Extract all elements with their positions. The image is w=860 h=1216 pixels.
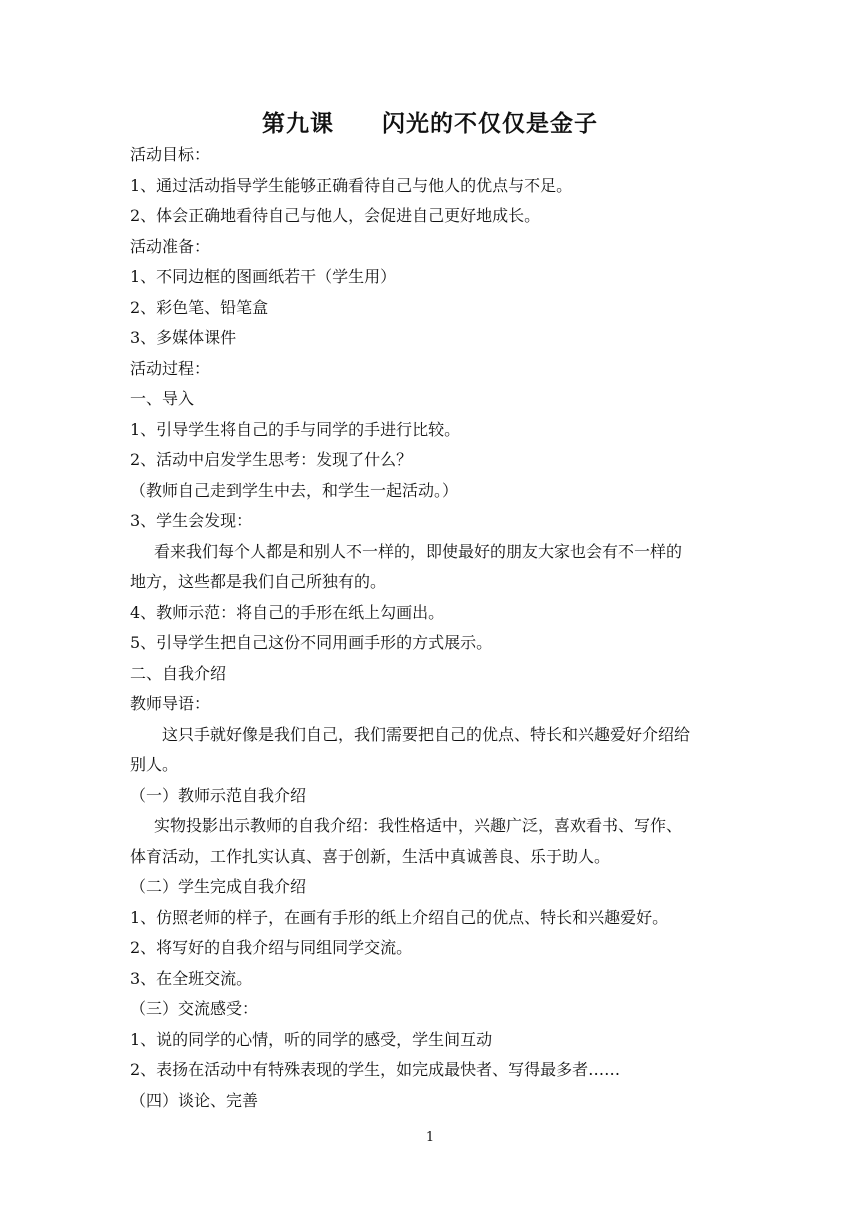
- share-step-1: 1、说的同学的心情，听的同学的感受，学生间互动: [130, 1029, 493, 1049]
- document-body: [130, 140, 735, 1116]
- heading-activity-process: 活动过程：: [130, 358, 211, 378]
- prep-item-2: 2、彩色笔、铅笔盒: [130, 297, 269, 317]
- teacher-guide-heading: 教师导语：: [130, 694, 211, 713]
- subsection-share-feelings: （三）交流感受：: [130, 999, 259, 1018]
- teacher-demo-line-2: 体育活动，工作扎实认真、喜于创新，生活中真诚善良、乐于助人。: [130, 846, 611, 866]
- intro-step-3: 3、学生会发现：: [130, 511, 253, 530]
- share-step-2: 2、表扬在活动中有特殊表现的学生，如完成最快者、写得最多者……: [130, 1060, 621, 1079]
- section-introduction: 一、导入: [130, 389, 195, 408]
- heading-activity-goals: 活动目标：: [130, 145, 211, 164]
- subsection-teacher-demo: （一）教师示范自我介绍: [130, 785, 307, 805]
- goal-item-2: 2、体会正确地看待自己与他人，会促进自己更好地成长。: [130, 206, 541, 225]
- intro-step-5: 5、引导学生把自己这份不同用画手形的方式展示。: [130, 633, 493, 652]
- intro-step-4: 4、教师示范：将自己的手形在纸上勾画出。: [130, 602, 445, 622]
- intro-paragraph-line-1: 看来我们每个人都是和别人不一样的，即使最好的朋友大家也会有不一样的: [154, 541, 683, 561]
- intro-paragraph-line-2: 地方，这些都是我们自己所独有的。: [130, 572, 387, 591]
- teacher-demo-line-1: 实物投影出示教师的自我介绍：我性格适中，兴趣广泛，喜欢看书、写作、: [154, 816, 683, 835]
- student-intro-step-2: 2、将写好的自我介绍与同组同学交流。: [130, 938, 413, 957]
- heading-activity-preparation: 活动准备：: [130, 236, 211, 256]
- subsection-discuss-improve: （四）谈论、完善: [130, 1090, 259, 1110]
- lesson-title: 第九课 闪光的不仅仅是金子: [262, 111, 598, 137]
- teacher-guide-line-1: 这只手就好像是我们自己，我们需要把自己的优点、特长和兴趣爱好介绍给: [162, 724, 691, 744]
- prep-item-1: 1、不同边框的图画纸若干（学生用）: [130, 267, 397, 286]
- intro-step-2: 2、活动中启发学生思考：发现了什么？: [130, 450, 413, 469]
- intro-note: （教师自己走到学生中去，和学生一起活动。）: [130, 480, 459, 500]
- prep-item-3: 3、多媒体课件: [130, 328, 237, 347]
- student-intro-step-1: 1、仿照老师的样子，在画有手形的纸上介绍自己的优点、特长和兴趣爱好。: [130, 907, 669, 927]
- goal-item-1: 1、通过活动指导学生能够正确看待自己与他人的优点与不足。: [130, 175, 573, 195]
- subsection-student-intro: （二）学生完成自我介绍: [130, 877, 307, 896]
- student-intro-step-3: 3、在全班交流。: [130, 968, 253, 988]
- teacher-guide-line-2: 别人。: [130, 755, 179, 774]
- intro-step-1: 1、引导学生将自己的手与同学的手进行比较。: [130, 419, 461, 439]
- page-number: 1: [425, 1130, 435, 1145]
- section-self-introduction: 二、自我介绍: [130, 663, 227, 683]
